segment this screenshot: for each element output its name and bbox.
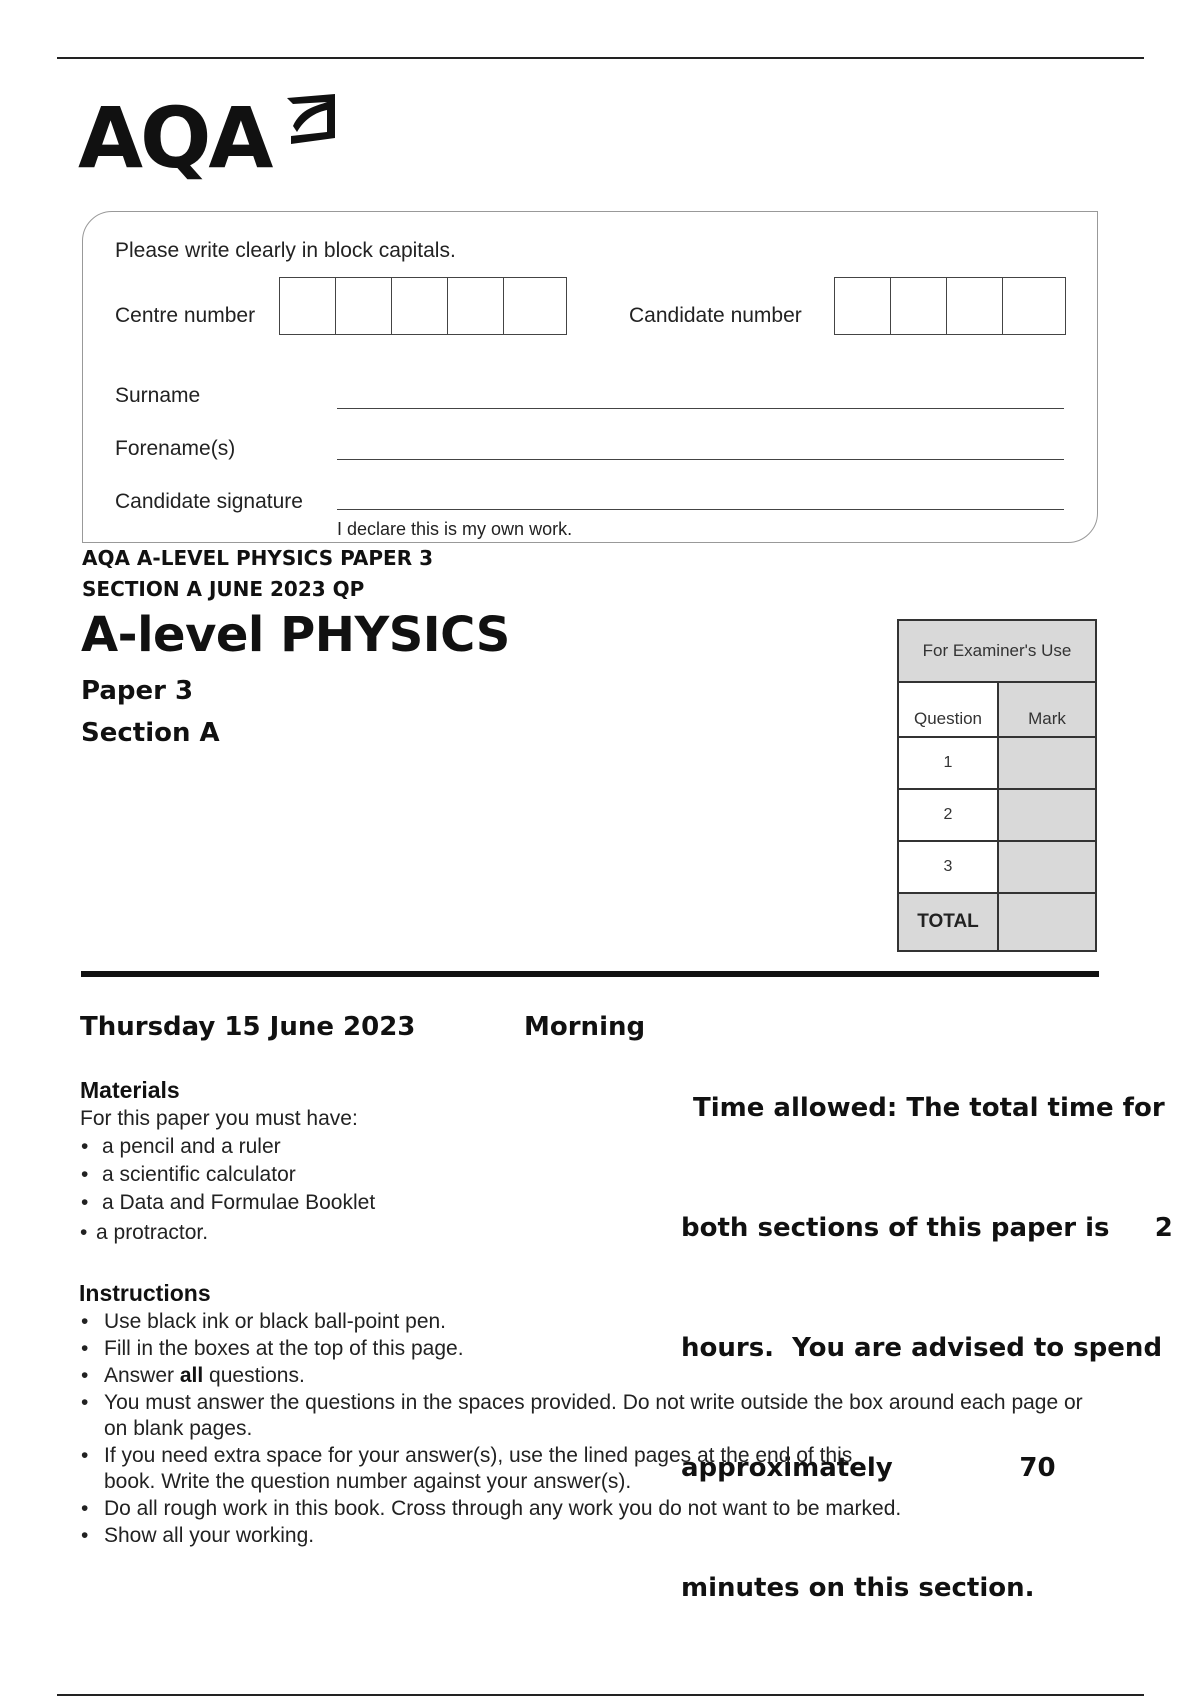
time-allowed-line: hours. You are advised to spend (681, 1333, 1163, 1363)
candidate-number-boxes[interactable] (834, 277, 1066, 335)
candidate-digit-box[interactable] (947, 278, 1003, 334)
signature-label: Candidate signature (115, 490, 303, 513)
table-row (899, 738, 1095, 790)
instruction-text: Answer (104, 1364, 180, 1387)
total-row (899, 894, 1095, 950)
centre-digit-box[interactable] (448, 278, 504, 334)
list-item: • Fill in the boxes at the top of this page. (80, 1336, 1080, 1362)
signature-field[interactable] (337, 509, 1064, 510)
list-item: • a scientific calculator (80, 1161, 640, 1189)
bottom-rule (57, 1694, 1144, 1696)
list-item: • a Data and Formulae Booklet (80, 1189, 640, 1217)
mark-cell (999, 790, 1095, 840)
list-item: • a pencil and a ruler (80, 1133, 640, 1161)
logo-text: AQA (78, 89, 271, 187)
candidate-digit-box[interactable] (1003, 278, 1059, 334)
table-row (899, 790, 1095, 842)
list-item (80, 1363, 1080, 1389)
centre-digit-box[interactable] (392, 278, 448, 334)
paper-number: Paper 3 (81, 676, 194, 706)
top-rule (57, 57, 1144, 59)
question-number: 1 (899, 738, 999, 788)
instructions-list (80, 1309, 1083, 1550)
candidate-number-label: Candidate number (629, 304, 802, 327)
mark-cell (999, 842, 1095, 892)
paper-code-line-1: AQA A-LEVEL PHYSICS PAPER 3 (82, 546, 433, 570)
list-item: • If you need extra space for your answer(s), use the lined pages at the end of this book. Write the question number against your answer(s). (80, 1443, 864, 1495)
question-number: 3 (899, 842, 999, 892)
materials-list (80, 1133, 640, 1247)
centre-number-label: Centre number (115, 304, 256, 327)
paper-code (82, 543, 433, 605)
examiner-table-header-row (899, 683, 1095, 738)
centre-digit-box[interactable] (336, 278, 392, 334)
instructions-heading: Instructions (79, 1280, 211, 1306)
question-column-header: Question (899, 683, 999, 736)
block-capitals-instruction: Please write clearly in block capitals. (115, 239, 456, 262)
surname-field[interactable] (337, 408, 1064, 409)
list-item: • You must answer the questions in the spaces provided. Do not write outside the box around each page or on blank pages. (80, 1390, 1094, 1442)
forename-label: Forename(s) (115, 437, 236, 460)
examiner-use-table (897, 619, 1097, 952)
list-item: • Show all your working. (80, 1523, 1080, 1549)
centre-number-boxes[interactable] (279, 277, 567, 335)
time-allowed-line: minutes on this section. (681, 1573, 1035, 1603)
paper-code-line-2: SECTION A JUNE 2023 QP (82, 577, 365, 601)
centre-digit-box[interactable] (504, 278, 560, 334)
exam-session: Morning (524, 1012, 646, 1042)
total-mark-cell (999, 894, 1095, 950)
mark-cell (999, 738, 1095, 788)
aqa-swoosh-icon (283, 92, 339, 148)
surname-label: Surname (115, 384, 201, 407)
declaration-text: I declare this is my own work. (337, 519, 573, 539)
table-row (899, 842, 1095, 894)
total-label: TOTAL (899, 894, 999, 950)
forename-field[interactable] (337, 459, 1064, 460)
examiner-table-heading: For Examiner's Use (899, 621, 1095, 683)
time-allowed-line: both sections of this paper is 2 (681, 1213, 1173, 1243)
mark-column-header: Mark (999, 683, 1095, 736)
exam-date: Thursday 15 June 2023 (80, 1012, 416, 1042)
candidate-digit-box[interactable] (891, 278, 947, 334)
instruction-text: questions. (203, 1364, 305, 1387)
centre-digit-box[interactable] (280, 278, 336, 334)
list-item: • a protractor. (80, 1219, 640, 1247)
candidate-digit-box[interactable] (835, 278, 891, 334)
materials-intro: For this paper you must have: (80, 1107, 358, 1130)
page-title: A-level PHYSICS (81, 607, 510, 663)
materials-heading: Materials (80, 1077, 180, 1103)
aqa-logo (78, 88, 346, 188)
section-divider (81, 971, 1099, 977)
list-item: • Do all rough work in this book. Cross through any work you do not want to be marked. (80, 1496, 1080, 1522)
list-item: • Use black ink or black ball-point pen. (80, 1309, 1080, 1335)
section-name: Section A (81, 718, 220, 748)
time-allowed-line: approximately 70 (681, 1453, 1056, 1483)
time-allowed-line: Time allowed: The total time for (693, 1093, 1165, 1123)
emphasis-all: all (179, 1364, 204, 1387)
question-number: 2 (899, 790, 999, 840)
